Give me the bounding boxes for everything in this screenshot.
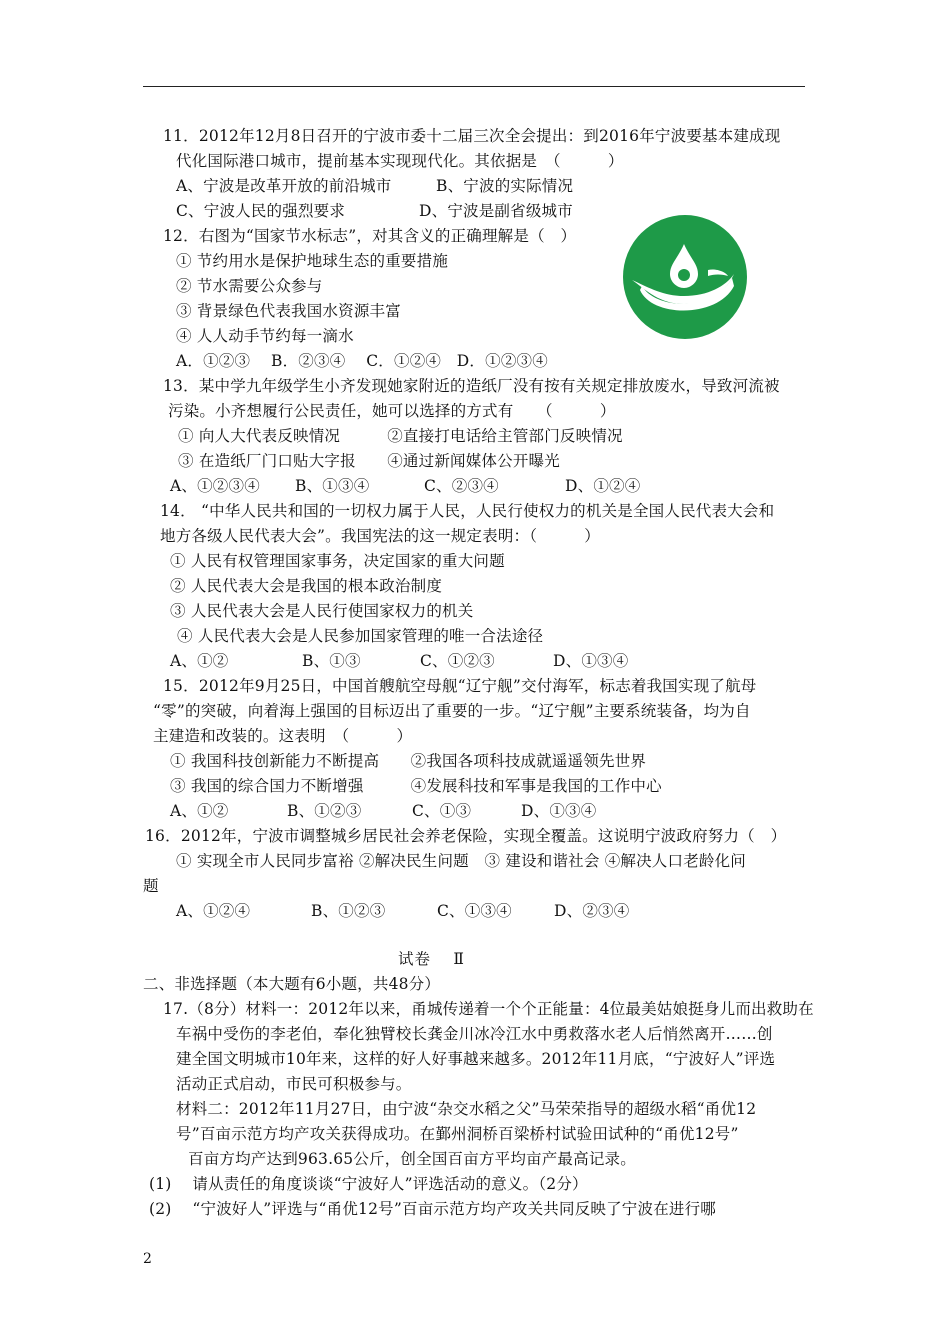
q11-line2: 代化国际港口城市，提前基本实现现代化。其依据是 （ ）	[176, 152, 624, 170]
q14-option-a: A、①②	[170, 652, 229, 670]
q16-line1: 16．2012年，宁波市调整城乡居民社会养老保险，实现全覆盖。这说明宁波政府努力（ ）	[145, 827, 787, 845]
q16-line3: 题	[143, 877, 159, 895]
q17-line2: 车祸中受伤的李老伯，奉化独臂校长龚金川冰冷江水中勇救落水老人后悄然离开……创	[176, 1025, 773, 1043]
q14-line2: 地方各级人民代表大会”。我国宪法的这一规定表明：（ ）	[160, 527, 600, 545]
q15-option-d: D、①③④	[521, 802, 597, 820]
q12-options: A．①②③ B．②③④ C．①②④ D．①②③④	[176, 352, 548, 370]
q14-line1: 14． “中华人民共和国的一切权力属于人民，人民行使权力的机关是全国人民代表大会和	[160, 502, 775, 520]
q14-option-c: C、①②③	[420, 652, 495, 670]
section-2-title: 试卷 Ⅱ	[398, 950, 465, 968]
q17-material2-line1: 材料二：2012年11月27日，由宁波“杂交水稻之父”马荣荣指导的超级水稻“甬优12	[176, 1100, 757, 1118]
q17-part-2: (2) “宁波好人”评选与“甬优12号”百亩示范方均产攻关共同反映了宁波在进行哪	[149, 1200, 717, 1218]
q11-option-c: C、宁波人民的强烈要求	[176, 202, 346, 220]
q17-part-1: (1) 请从责任的角度谈谈“宁波好人”评选活动的意义。（2分）	[149, 1175, 588, 1193]
q16-option-c: C、①③④	[437, 902, 512, 920]
q13-statements-1-2: ① 向人大代表反映情况 ②直接打电话给主管部门反映情况	[178, 427, 623, 445]
q17-material2-line3: 百亩方均产达到963.65公斤，创全国百亩方平均亩产最高记录。	[188, 1150, 636, 1168]
q15-line1: 15．2012年9月25日，中国首艘航空母舰“辽宁舰”交付海军，标志着我国实现了航母	[163, 677, 757, 695]
q14-statement-1: ① 人民有权管理国家事务，决定国家的重大问题	[170, 552, 505, 570]
q14-statement-4: ④ 人民代表大会是人民参加国家管理的唯一合法途径	[177, 627, 544, 645]
q12-statement-2: ② 节水需要公众参与	[176, 277, 323, 295]
q12-statement-3: ③ 背景绿色代表我国水资源丰富	[176, 302, 401, 320]
q14-option-d: D、①③④	[553, 652, 629, 670]
header-rule	[143, 86, 805, 87]
q16-option-b: B、①②③	[311, 902, 386, 920]
q14-statement-3: ③ 人民代表大会是人民行使国家权力的机关	[170, 602, 474, 620]
water-saving-logo	[622, 214, 748, 340]
q17-material2-line2: 号”百亩示范方均产攻关获得成功。在鄞州洞桥百梁桥村试验田试种的“甬优12号”	[176, 1125, 739, 1143]
q12-stem: 12．右图为“国家节水标志”，对其含义的正确理解是（ ）	[163, 227, 577, 245]
q15-line3: 主建造和改装的。这表明 （ ）	[153, 727, 413, 745]
q17-line1: 17.（8分）材料一：2012年以来，甬城传递着一个个正能量：4位最美姑娘挺身儿而出救助在	[163, 1000, 814, 1018]
q11-option-a: A、宁波是改革开放的前沿城市	[176, 177, 392, 195]
q13-line1: 13．某中学九年级学生小齐发现她家附近的造纸厂没有按有关规定排放废水，导致河流被	[163, 377, 780, 395]
q13-option-b: B、①③④	[295, 477, 370, 495]
q13-statements-3-4: ③ 在造纸厂门口贴大字报 ④通过新闻媒体公开曝光	[178, 452, 560, 470]
q13-option-c: C、②③④	[424, 477, 499, 495]
q16-line2: ① 实现全市人民同步富裕 ②解决民生问题 ③ 建设和谐社会 ④解决人口老龄化问	[176, 852, 747, 870]
q13-line2: 污染。小齐想履行公民责任，她可以选择的方式有 （ ）	[168, 402, 616, 420]
q15-option-b: B、①②③	[287, 802, 362, 820]
section-2-heading: 二、非选择题（本大题有6小题，共48分）	[143, 975, 441, 993]
q17-line4: 活动正式启动，市民可积极参与。	[176, 1075, 412, 1093]
q11-option-b: B、宁波的实际情况	[436, 177, 574, 195]
q17-line3: 建全国文明城市10年来，这样的好人好事越来越多。2012年11月底，“宁波好人”评选	[176, 1050, 776, 1068]
q12-statement-1: ① 节约用水是保护地球生态的重要措施	[176, 252, 449, 270]
page-number: 2	[143, 1251, 152, 1267]
logo-drop-center	[678, 269, 690, 281]
q15-line2: “零”的突破，向着海上强国的目标迈出了重要的一步。“辽宁舰”主要系统装备，均为自	[153, 702, 751, 720]
q14-statement-2: ② 人民代表大会是我国的根本政治制度	[170, 577, 443, 595]
q16-option-d: D、②③④	[554, 902, 630, 920]
q11-option-d: D、宁波是副省级城市	[419, 202, 573, 220]
q15-statements-1-2: ① 我国科技创新能力不断提高 ②我国各项科技成就遥遥领先世界	[170, 752, 647, 770]
q14-option-b: B、①③	[302, 652, 361, 670]
q15-option-c: C、①③	[412, 802, 472, 820]
q13-option-a: A、①②③④	[170, 477, 260, 495]
q13-option-d: D、①②④	[565, 477, 641, 495]
q15-option-a: A、①②	[170, 802, 229, 820]
q12-statement-4: ④ 人人动手节约每一滴水	[176, 327, 354, 345]
q16-option-a: A、①②④	[176, 902, 251, 920]
q11-line1: 11．2012年12月8日召开的宁波市委十二届三次全会提出：到2016年宁波要基本建成现	[163, 127, 781, 145]
q15-statements-3-4: ③ 我国的综合国力不断增强 ④发展科技和军事是我国的工作中心	[170, 777, 662, 795]
